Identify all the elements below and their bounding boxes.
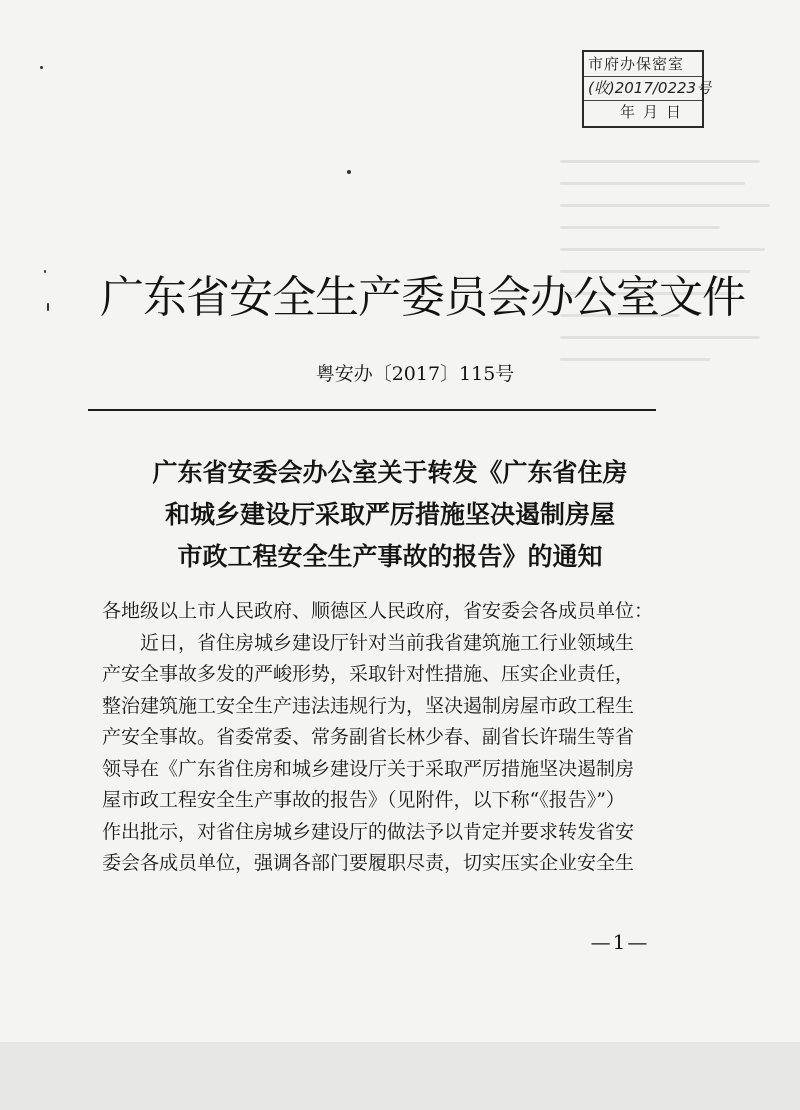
body-line: 产安全事故多发的严峻形势，采取针对性措施、压实企业责任， <box>102 663 635 685</box>
body-line: 整治建筑施工安全生产违法违规行为，坚决遏制房屋市政工程生 <box>102 694 635 717</box>
stamp-receipt-number: (收)2017/0223号 <box>588 79 712 97</box>
document-number: 粤安办〔2017〕115号 <box>315 363 515 385</box>
notice-title <box>110 452 670 578</box>
body-line: 委会各成员单位，强调各部门要履职尽责，切实压实企业安全生 <box>102 852 635 874</box>
receipt-stamp <box>582 50 712 128</box>
body-line: 屋市政工程安全生产事故的报告》（见附件，以下称“《报告》”） <box>102 789 625 811</box>
scan-speck <box>40 66 43 69</box>
addressee-line: 各地级以上市人民政府、顺德区人民政府，省安委会各成员单位： <box>102 600 654 622</box>
header-divider-line <box>88 409 656 411</box>
stamp-divider <box>584 76 702 77</box>
body-line: 产安全事故。省委常委、常务副省长林少春、副省长许瑞生等省 <box>102 726 635 748</box>
notice-title-line: 市政工程安全生产事故的报告》的通知 <box>177 542 603 571</box>
issuer-document-title: 广东省安全生产委员会办公室文件 <box>100 272 745 323</box>
stamp-office: 市府办保密室 <box>588 55 685 73</box>
scan-speck <box>47 303 49 311</box>
scan-speck <box>44 270 46 273</box>
body-line: 近日，省住房城乡建设厅针对当前我省建筑施工行业领域生 <box>140 631 635 654</box>
page-number: —1— <box>590 930 650 954</box>
body-line: 作出批示，对省住房城乡建设厅的做法予以肯定并要求转发省安 <box>102 820 635 843</box>
notice-body <box>102 596 662 880</box>
stamp-divider <box>584 100 702 101</box>
notice-title-line: 广东省安委会办公室关于转发《广东省住房 <box>152 458 628 487</box>
notice-title-line: 和城乡建设厅采取严厉措施坚决遏制房屋 <box>164 500 615 529</box>
scan-speck <box>347 170 351 174</box>
body-line: 领导在《广东省住房和城乡建设厅关于采取严厉措施坚决遏制房 <box>102 757 635 780</box>
stamp-date: 年月日 <box>620 103 690 121</box>
